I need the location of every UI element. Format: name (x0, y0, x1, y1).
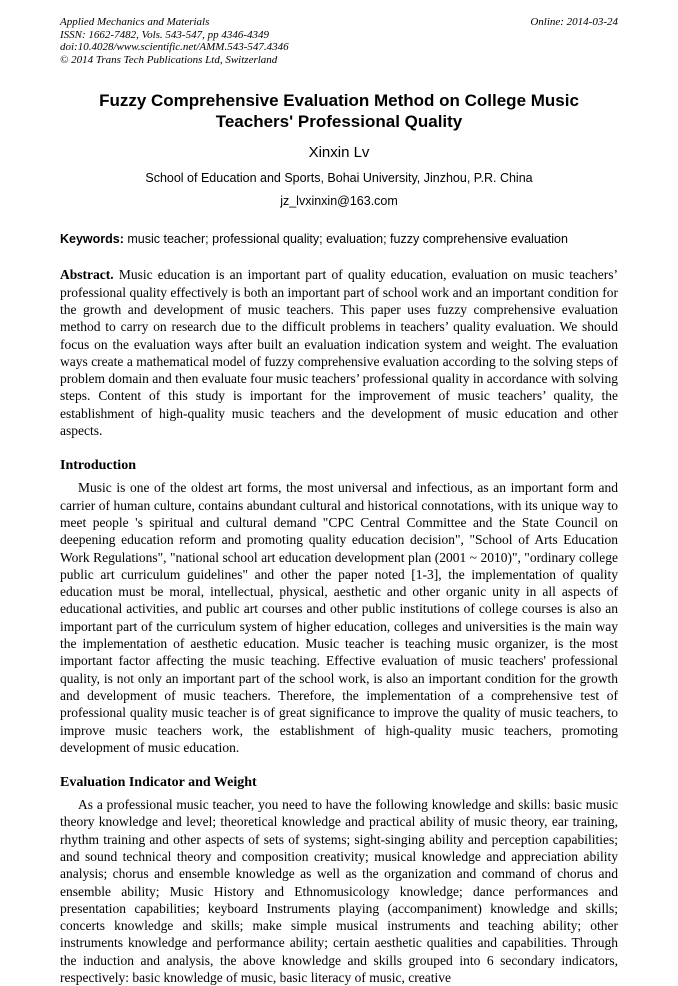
online-date: Online: 2014-03-24 (530, 16, 618, 28)
paper-title: Fuzzy Comprehensive Evaluation Method on College Music Teachers' Professional Quality (99, 91, 579, 132)
section-heading-introduction: Introduction (60, 458, 136, 474)
author-name: Xinxin Lv (308, 144, 370, 162)
keywords-text: music teacher; professional quality; evaluation; fuzzy comprehensive evaluation (123, 232, 568, 247)
publisher-info (60, 16, 289, 66)
title-block (60, 90, 618, 208)
author-affiliation: School of Education and Sports, Bohai University, Jinzhou, P.R. China (145, 171, 533, 186)
journal-name: Applied Mechanics and Materials (60, 16, 210, 28)
publisher-header (60, 16, 618, 66)
copyright-line: © 2014 Trans Tech Publications Ltd, Switzerland (60, 53, 278, 66)
abstract (60, 266, 618, 439)
author-email: jz_lvxinxin@163.com (280, 194, 398, 209)
abstract-text: Music education is an important part of quality education, evaluation on music teachers’ professional quality effectively is both an important part of school work and an important condition for the growth and development of music teachers. This paper uses fuzzy comprehensive evaluation method to carry on research due to the difficult problems in teachers’ quality evaluation. We should focus on the evaluation ways after built an evaluation indication system and weight. The evaluation ways create a mathematical model of fuzzy comprehensive evaluation according to the solving steps of problem domain and then evaluate four music teachers’ professional quality in accordance with solving steps. Content of this study is important for the improvement of music teachers’ quality, the establishment of high-quality music teachers and the development of music education and other aspects. (60, 267, 618, 439)
doi-line: doi:10.4028/www.scientific.net/AMM.543-547.4346 (60, 41, 289, 54)
issn-volume-pages: ISSN: 1662-7482, Vols. 543-547, pp 4346-4349 (60, 28, 269, 41)
keywords-label: Keywords: (60, 232, 124, 247)
keywords-line (60, 232, 618, 246)
introduction-paragraph: Music is one of the oldest art forms, the most universal and infectious, as an important form and carrier of human culture, contains abundant cultural and historical connotations, with its unique way to meet people 's spiritual and cultural demand "CPC Central Committee and the State Council on deepening education reform and promoting quality education decision", "School of Arts Education Work Regulations", "national school art education development plan (2001 ~ 2010)", "ordinary college public art curriculum guidelines" and other the paper noted [1-3], the implementation of quality education must be moral, intellectual, physical, aesthetic and other organic unity in all aspects of educational activities, and public art courses and other public institutions of college courses is also an important part of the curriculum system of higher education, colleges and universities is the main way the implementation of aesthetic education. Music teacher is teaching music organizer, is the most important factor affecting the music teaching. Effective evaluation of music teachers' professional quality, is not only an important part of the school work, is also an important condition for the growth and development of music teachers. Therefore, the implementation of a comprehensive test of professional quality music teacher is of great significance to improve the quality of music teachers, to improve music teachers work, the establishment of high-quality music teachers, promoting development of music education. (60, 480, 618, 755)
abstract-label: Abstract. (60, 267, 114, 283)
section-heading-evaluation-indicator: Evaluation Indicator and Weight (60, 775, 257, 791)
evaluation-indicator-paragraph: As a professional music teacher, you need to have the following knowledge and skills: basic music theory knowledge and level; theoretical knowledge and practical ability of music theory, ear training, rhythm training and other aspects of sets of systems; sight-singing ability and perception capabilities; and sound technical theory and composition creativity; musical knowledge and appreciation ability analysis; chorus and ensemble knowledge as well as the organization and command of chorus and ensemble ability; Music History and Ethnomusicology knowledge; dance performances and presentation capabilities; keyboard Instruments playing (accompaniment) knowledge and skills; concerts knowledge and skills; make simple musical instruments and teaching ability; other instruments knowledge and performance ability; certain aesthetic qualities and capabilities. Through the induction and analysis, the above knowledge and skills grouped into 6 secondary indicators, respectively: basic knowledge of music, basic literacy of music, creative (60, 797, 618, 986)
